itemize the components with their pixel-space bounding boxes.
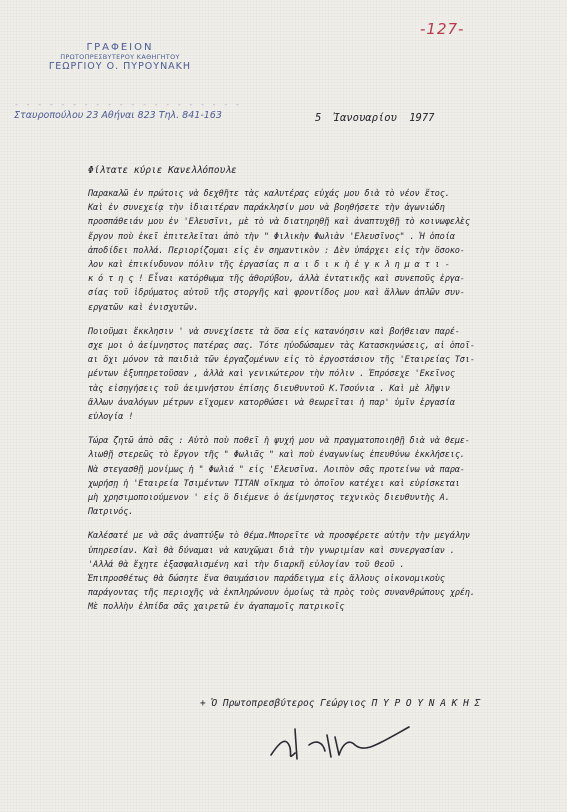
body-line: λον καὶ ἐπικίνδυνον πόλιν τῆς ἐργασίας π α ι δ ι κ ὴ ἐ γ κ λ η μ α τ ι -: [88, 260, 450, 271]
body-line: προσπάθειάν μου ἐν 'Ελευσῖνι, μὲ τὸ νὰ διατηρηθῇ καὶ ἀναπτυχθῇ τὸ κοινωφελὲς: [88, 217, 470, 228]
stamp-line-1: ΓΡΑΦΕΙΟΝ: [86, 42, 154, 53]
salutation: Φίλτατε κύριε Κανελλόπουλε: [88, 165, 237, 176]
body-line: ἔργον ποὺ ἐκεῖ ἐπιτελεῖται ἀπὸ τὴν " Φιλικὴν Φωλιὰν 'Ελευσῖνος" . Ἡ ὁποία: [88, 231, 455, 242]
body-line: Πατρινός.: [88, 507, 134, 518]
body-line: αι ὄχι μόνον τὰ παιδιὰ τῶν ἐργαζομένων εἰς τὸ ἐργοστάσιον τῆς 'Εταιρείας Τσι-: [88, 355, 475, 366]
body-line: Ποιοῦμαι ἔκκλησιν ' νὰ συνεχίσετε τὰ ὅσα εἰς κατανόησιν καὶ βοήθειαν παρέ-: [88, 326, 460, 337]
page-number: -127-: [420, 20, 465, 38]
body-line: εργατῶν καὶ ἐνισχυτῶν.: [88, 302, 199, 313]
body-line: μὴ χρησιμοποιούμενον ' εἰς ὃ διέμενε ὁ ἀείμνηστος τεχνικὸς διευθυντὴς Α.: [88, 493, 450, 504]
body-line: ὑπηρεσίαν. Καὶ θὰ δύναμαι νὰ καυχῶμαι διὰ τὴν γνωριμίαν καὶ συνεργασίαν .: [88, 545, 455, 556]
body-line: ἄλλων ἀναλόγων μέτρων εἴχομεν κατορθώσει νὰ θεωρεῖται ἡ παρ' ὑμῖν ἐργασία: [88, 397, 455, 408]
body-line: ἀποδίδει πολλά. Περιορίζομαι εἰς ἐν σημαντικὸν : Δὲν ὑπάρχει εἰς τὴν ὅσοκο-: [88, 245, 465, 256]
body-line: τὰς εἰσηγήσεις τοῦ ἀειμνήστου ἐπίσης διευθυντοῦ Κ.Τσούνια . Καὶ μὲ λῆψιν: [88, 383, 450, 394]
paragraph-1: [88, 187, 558, 315]
body-line: μέντων ἐξυπηρετοῦσαν , ἀλλὰ καὶ γενικώτερον τὴν πόλιν . Ἐπρόσεχε 'Εκεῖνος: [88, 369, 455, 380]
body-line: παράγοντας τῆς περιοχῆς νὰ ἐκπληρώνουν ὁμοίως τὰ πρὸς τοὺς συνανθρώπους χρέη.: [88, 588, 475, 599]
decorative-rule: - - - - - - - - - - - - - - - - - - - -: [14, 100, 241, 109]
letter-body: [88, 187, 558, 625]
body-line: λιωθῇ στερεῶς τὸ ἔργον τῆς " Φωλιᾶς " καὶ ποὺ ἐναγωνίως ἐπευθύνω ἐκκλήσεις.: [88, 450, 465, 461]
letter-date: [315, 112, 441, 124]
body-line: Μὲ πολλὴν ἐλπίδα σᾶς χαιρετῶ ἐν ἀγαπαμοῖς πατρικοῖς: [88, 602, 345, 613]
body-line: κ ό τ η ς ! Εἶναι κατόρθωμα τῆς ἀθορύβου, ἀλλὰ ἐντατικῆς καὶ συνεποῦς ἐργα-: [88, 274, 465, 285]
letterhead-stamp: [30, 42, 210, 72]
body-line: Ἐπιπροσθέτως θὰ δώσητε ἕνα θαυμάσιον παράδειγμα εἰς ἄλλους οἰκονομικοὺς: [88, 574, 445, 585]
address-line: Σταυροπούλου 23 Αθήναι 823 Τηλ. 841-163: [14, 110, 222, 121]
paragraph-3: [88, 434, 558, 519]
stamp-line-2: ΠΡΩΤΟΠΡΕΣΒΥΤΕΡΟΥ ΚΑΘΗΓΗΤΟΥ: [60, 53, 180, 61]
body-line: σχε μοι ὁ ἀείμνηστος πατέρας σας. Τότε ηὐοδώσαμεν τὰς Κατασκηνώσεις, αἱ ὁποῖ-: [88, 341, 475, 352]
handwritten-signature: [265, 715, 415, 770]
sender-line: + Ὁ Πρωτοπρεσβύτερος Γεώργιος Π Υ Ρ Ο Υ Ν Α Κ Η Σ: [200, 698, 481, 709]
body-line: Νὰ στεγασθῇ μονίμως ἡ " Φωλιά " εἰς 'Ελευσῖνα. Λοιπὸν σᾶς προτείνω νὰ παρα-: [88, 464, 465, 475]
paragraph-2: [88, 325, 558, 424]
body-line: χωρήσῃ ἡ 'Εταιρεία Τσιμέντων ΤΙΤΑΝ οἴκημα τὸ ὁποῖον κατέχει καὶ εὑρίσκεται: [88, 478, 460, 489]
body-line: 'Αλλά θὰ ἔχητε ἐξασφαλισμένη καὶ τὴν διαρκῆ εὐλογίαν τοῦ Θεοῦ .: [88, 559, 405, 570]
body-line: Καὶ ἐν συνεχείᾳ τὴν ἰδιαιτέραν παράκλησίν μου νὰ βοηθήσετε τὴν ἀγωνιώδη: [88, 203, 445, 214]
date-day: 5: [315, 112, 322, 124]
body-line: σίας τοῦ ἱδρύματος αὐτοῦ τῆς στοργῆς καὶ φροντίδος μου καὶ ἄλλων ἀπλῶν συν-: [88, 288, 465, 299]
paragraph-4: [88, 529, 558, 614]
date-month: Ἰανουαρίου: [333, 112, 397, 124]
body-line: εὐλογία !: [88, 412, 134, 423]
date-year: 1977: [409, 112, 435, 124]
body-line: Καλέσατέ με νὰ σᾶς ἀναπτύξω τὸ θέμα.Μπορεῖτε νὰ προσφέρετε αὐτὴν τὴν μεγάλην: [88, 531, 470, 542]
body-line: Τώρα ζητῶ ἀπὸ σᾶς : Αὐτὸ ποὺ ποθεῖ ἡ ψυχή μου νὰ πραγματοποιηθῇ διὰ νὰ θεμε-: [88, 436, 470, 447]
stamp-line-3: ΓΕΩΡΓΙΟΥ Ο. ΠΥΡΟΥΝΑΚΗ: [48, 61, 192, 72]
body-line: Παρακαλῶ ἐν πρώτοις νὰ δεχθῆτε τὰς καλυτέρας εὐχάς μου διὰ τὸ νέον ἔτος.: [88, 189, 450, 199]
